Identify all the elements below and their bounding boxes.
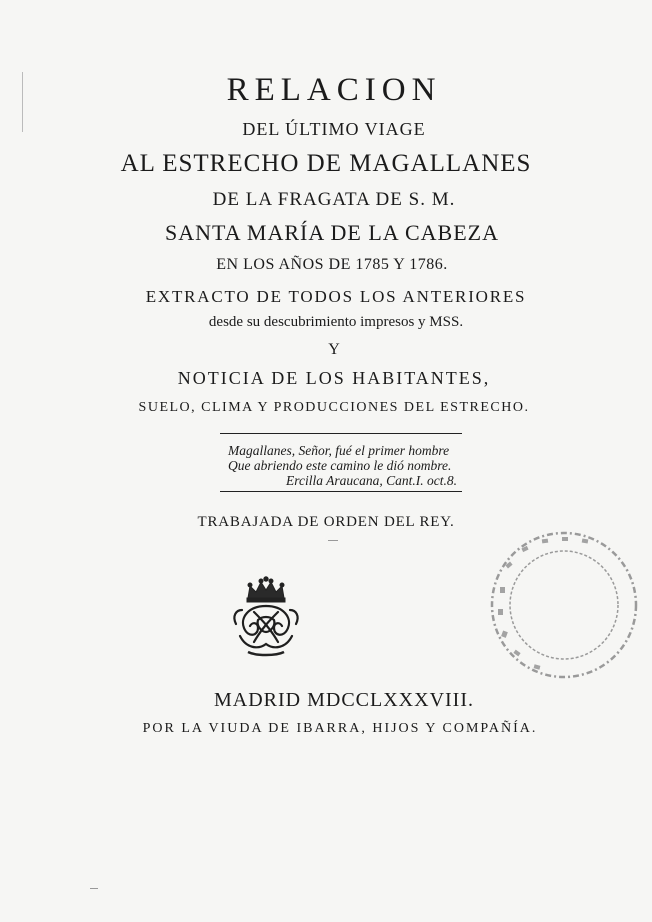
subtitle-line-2: AL ESTRECHO DE MAGALLANES — [120, 150, 532, 177]
conjunction: Y — [328, 341, 340, 358]
extract-heading: EXTRACTO DE TODOS LOS ANTERIORES — [145, 287, 527, 306]
epigraph-line-1: Magallanes, Señor, fué el primer hombre — [228, 443, 450, 458]
page-speck — [90, 888, 98, 889]
subtitle-line-1: DEL ÚLTIMO VIAGE — [242, 119, 426, 139]
epigraph-attribution: Ercilla Araucana, Cant.I. oct.8. — [286, 473, 457, 488]
royal-crowned-monogram-icon — [228, 576, 304, 658]
subtitle-line-3: DE LA FRAGATA DE S. M. — [212, 189, 456, 210]
notice-subline: SUELO, CLIMA Y PRODUCCIONES DEL ESTRECHO. — [138, 400, 530, 415]
extract-subline: desde su descubrimiento impresos y MSS. — [208, 314, 464, 330]
epigraph-bottom-rule — [220, 491, 462, 492]
epigraph-top-rule — [220, 433, 462, 434]
page-title: RELACION — [226, 72, 442, 108]
subtitle-line-4: SANTA MARÍA DE LA CABEZA — [165, 220, 499, 245]
page-speck — [328, 540, 338, 541]
library-stamp-icon — [486, 525, 652, 685]
imprint-printer: POR LA VIUDA DE IBARRA, HIJOS Y COMPAÑÍA. — [142, 721, 538, 736]
subtitle-years: EN LOS AÑOS DE 1785 Y 1786. — [216, 256, 448, 273]
epigraph-line-2: Que abriendo este camino le dió nombre. — [228, 458, 452, 473]
royal-order-line: TRABAJADA DE ORDEN DEL REY. — [197, 514, 455, 530]
page-edge-shadow — [22, 72, 23, 132]
imprint-place-year: MADRID MDCCLXXXVIII. — [214, 689, 474, 711]
notice-heading: NOTICIA DE LOS HABITANTES, — [177, 368, 491, 388]
